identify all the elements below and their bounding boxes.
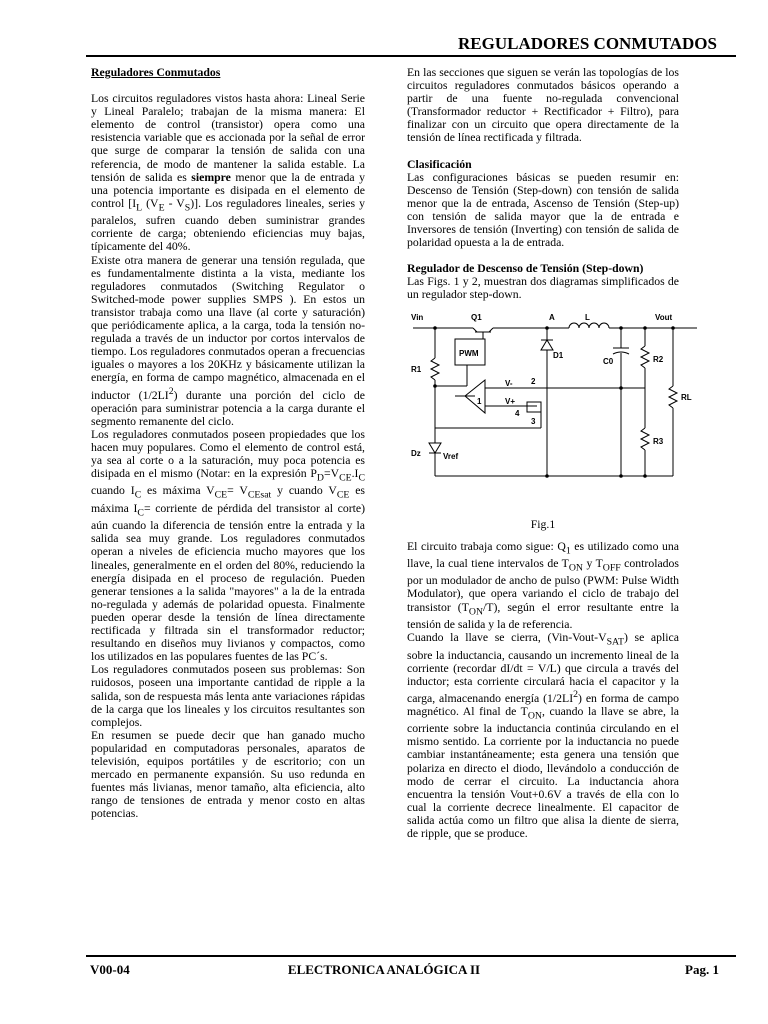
figure-caption: Fig.1 xyxy=(530,517,556,531)
label-pin-2: 2 xyxy=(531,376,536,386)
paragraph-summary: En resumen se puede decir que han ganado mucho popularidad en computadoras personales, aparatos de televisión, equipos portátiles y de escritorio; con un mercado en permanente expansión. Su uso redunda en fuentes más livianas, menor tamaño, alta eficiencia, alto rango de tensiones de entrada y menor costo en altas potencias. xyxy=(91,728,365,821)
footer-page-number: Pag. 1 xyxy=(685,962,719,977)
right-column xyxy=(407,66,692,840)
paragraph-intro: Los circuitos reguladores vistos hasta ahora: Lineal Serie y Lineal Paralelo; trabajan de la misma manera: El elemento de control (transistor) opera como una resistencia variable que es accionada por la señal de error que surge de comparar la tensión de salida con una referencia, de modo de mantener la salida estable. La tensión de salida es siempre menor que la de entrada y una potencia importante es disipada en el elemento de control [$I_L$ $(V_E - V_S)$]. Los reguladores lineales, series y paralelos, sufren cuando deben suministrar grandes corriente de carga; obteniendo eficiencias muy bajas, típicamente del 40%. xyxy=(91,92,366,254)
paragraph-step-down: Las Figs. 1 y 2, muestran dos diagramas simplificados de un regulador step-down. xyxy=(407,275,679,302)
paragraph-switching: Existe otra manera de generar una tensión regulada, que es fundamentalmente distinta a la vista, mediante los reguladores conmutados (Switching Regulator o Switched-mode power supplies SMPS ). En estos un transistor trabaja como una llave (al corte y saturación) que periódicamente aplica, a la carga, toda la tensión no-regulada a través de un inductor por cortos intervalos de tiempo. Los reguladores conmutados operan a frecuencias iguales o mayores a los 20KHz y básicamente utilizan la energía, en forma de campo magnético, almacenada en el inductor $(1/2LI^2)$ durante una porción del ciclo de operación para suministrar potencia a la carga durante el segmento remanente del ciclo. xyxy=(91,253,365,428)
paragraph-operation: El circuito trabaja como sigue: $Q_1$ es utilizado como una llave, la cual tiene intervalos de $T_{ON}$ y $T_{OFF}$ controlados por un modulador de ancho de pulso (PWM: Pulse Width Modulator), que opera variando el ciclo de trabajo del transistor $(T_{ON}/T)$, según el error resultante entre la tensión de salida y la de referencia. xyxy=(407,539,680,631)
label-a: A xyxy=(549,312,555,322)
label-pin-3: 3 xyxy=(531,416,536,426)
paragraph-topologies: En las secciones que siguen se verán las topologías de los circuitos reguladores conmutados básicos operando a partir de una fuente no-regulada convencional (Transformador reductor + Rectificador + Filtro), para finalizar con un circuito que opera directamente de la tensión de línea rectificada y filtrada. xyxy=(407,66,679,145)
label-vref: Vref xyxy=(443,451,459,461)
footer-course-title: ELECTRONICA ANALÓGICA II xyxy=(287,962,481,977)
step-down-circuit-diagram xyxy=(407,308,692,498)
label-r1: R1 xyxy=(411,364,422,374)
paragraph-switch-closed: Cuando la llave se cierra, $(Vin-Vout-V_{SAT})$ se aplica sobre la inductancia, causando un incremento lineal de la corriente (recordar dI/dt = V/L) que circula a través del inductor; esta corriente circulará hacia el capacitor y la carga, almacenando energía $(1/2LI^2)$ en forma de campo magnético. Al final de $T_{ON}$, cuando la llave se abre, la corriente sobre la inductancia continúa circulando en el mismo sentido. La corriente por la inductancia no puede cambiar instantáneamente; esta genera una tensión que polariza en directo el diodo, llevándolo a conducción de modo de cerrar el circuito. La inductancia ahora encuentra la tensión Vout+0.6V a través de ella con lo cual la corriente decrece linealmente. El capacitor de salida actúa como un filtro que alisa la diente de sierra, de ripple, que se produce. xyxy=(407,631,679,840)
section-title-reguladores: Reguladores Conmutados xyxy=(91,66,221,79)
paragraph-problems: Los reguladores conmutados poseen sus problemas: Son ruidosos, poseen una importante cantidad de ripple a la salida, son de respuesta más lenta ante variaciones rápidas de la carga que los lineales y los circuitos resultantes son complejos. xyxy=(91,663,365,729)
label-v-minus: V- xyxy=(505,378,513,388)
paragraph-properties: Los reguladores conmutados poseen propiedades que los hacen muy populares. Como el elemento de control está, ya sea al corte o a la saturación, muy poca potencia es disipada en el mismo (Notar: en la expresión $P_D=V_{CE}.I_C$ cuando $I_C$ es máxima $V_{CE}= V_{CEsat}$ y cuando $V_{CE}$ es máxima $I_C=$ corriente de pérdida del transistor al corte) aún cuando la diferencia de tensión entre la entrada y la salida sea muy grande. Los reguladores conmutados operan a niveles de eficiencia mucho mayores que los lineales, generalmente en el orden del 80%, reduciendo la energía disipada en el proceso de regulación. Pueden generar tensiones a la salida "mayores" a la de la entrada no-regulada y además de polaridad opuesta. Finalmente pueden operar desde la tensión de línea directamente rectificada y filtrada sin el transformador reductor; resultando en diseños muy livianos y compactos, como los utilizados en las populares fuentes de las PC´s. xyxy=(91,427,365,664)
label-r2: R2 xyxy=(653,354,664,364)
label-r3: R3 xyxy=(653,436,664,446)
label-rl: RL xyxy=(681,392,692,402)
label-d1: D1 xyxy=(553,350,564,360)
label-q1: Q1 xyxy=(471,312,482,322)
label-vout: Vout xyxy=(655,312,673,322)
label-v-plus: V+ xyxy=(505,396,516,406)
header-rule xyxy=(86,55,736,57)
label-pin-1: 1 xyxy=(477,396,482,406)
footer-rule xyxy=(86,955,736,957)
page-header-title: REGULADORES CONMUTADOS xyxy=(458,34,717,53)
label-vin: Vin xyxy=(411,312,424,322)
label-dz: Dz xyxy=(411,448,421,458)
figure-1 xyxy=(407,308,692,540)
label-c0: C0 xyxy=(603,356,614,366)
label-pin-4: 4 xyxy=(515,408,520,418)
paragraph-clasificacion: Las configuraciones básicas se pueden resumir en: Descenso de Tensión (Step-down) con tensión de salida menor que la de entrada, Ascenso de Tensión (Step-up) con tensión de salida mayor que la de entrada e Inversores de tensión (Inverting) con tensión de salida de polaridad opuesta a la de entrada. xyxy=(407,170,679,250)
left-column xyxy=(91,66,365,820)
label-l: L xyxy=(585,312,590,322)
section-title-step-down: Regulador de Descenso de Tensión (Step-down) xyxy=(407,262,644,276)
footer-version: V00-04 xyxy=(90,962,130,977)
section-title-clasificacion: Clasificación xyxy=(407,157,472,171)
label-pwm: PWM xyxy=(459,348,479,358)
